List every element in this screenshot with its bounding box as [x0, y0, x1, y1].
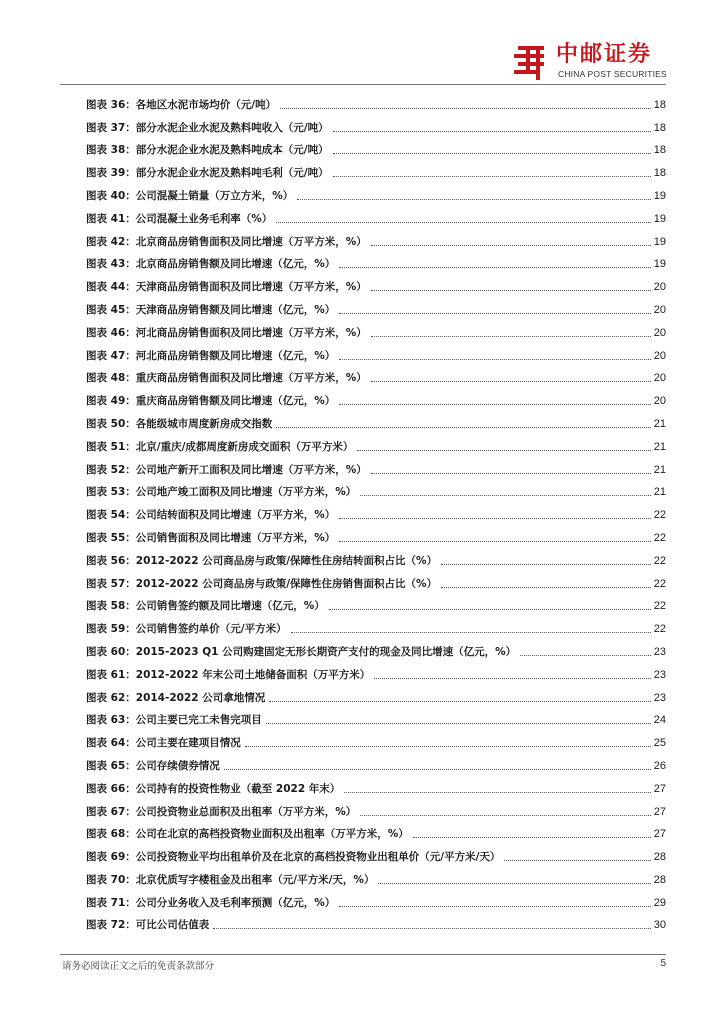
- toc-entry[interactable]: [86, 408, 666, 431]
- toc-entry[interactable]: [86, 477, 666, 500]
- toc-entry-page: 21: [653, 417, 666, 430]
- toc-dot-leader: [224, 769, 651, 770]
- toc-entry-title: 图表 44：天津商品房销售面积及同比增速（万平方米，%）: [86, 281, 367, 294]
- toc-dot-leader: [520, 655, 651, 656]
- toc-dot-leader: [269, 701, 651, 702]
- toc-dot-leader: [378, 883, 650, 884]
- toc-dot-leader: [339, 541, 650, 542]
- toc-entry-title: 图表 36：各地区水泥市场均价（元/吨）: [86, 98, 277, 111]
- toc-entry-page: 20: [653, 326, 666, 339]
- disclaimer-note: 请务必阅读正文之后的免责条款部分: [62, 961, 215, 972]
- toc-entry-title: 图表 55：公司销售面积及同比增速（万平方米，%）: [86, 531, 336, 544]
- toc-dot-leader: [297, 199, 650, 200]
- toc-entry-page: 21: [653, 486, 666, 499]
- toc-dot-leader: [360, 495, 650, 496]
- toc-entry-title: 图表 71：公司分业务收入及毛利率预测（亿元，%）: [86, 896, 336, 909]
- toc-entry[interactable]: [86, 591, 666, 614]
- toc-entry-title: 图表 46：河北商品房销售面积及同比增速（万平方米，%）: [86, 326, 367, 339]
- toc-entry-title: 图表 39：部分水泥企业水泥及熟料吨毛利（元/吨）: [86, 167, 329, 180]
- toc-entry[interactable]: [86, 682, 666, 705]
- toc-dot-leader: [371, 290, 651, 291]
- toc-entry[interactable]: [86, 180, 666, 203]
- page-number: 5: [660, 958, 666, 969]
- toc-dot-leader: [339, 313, 650, 314]
- toc-entry[interactable]: [86, 613, 666, 636]
- toc-entry-page: 25: [653, 737, 666, 750]
- china-post-logo-icon: [512, 42, 552, 82]
- toc-dot-leader: [213, 928, 650, 929]
- toc-dot-leader: [371, 473, 651, 474]
- toc-entry-page: 22: [653, 531, 666, 544]
- toc-entry-page: 27: [653, 828, 666, 841]
- toc-entry[interactable]: [86, 249, 666, 272]
- toc-dot-leader: [339, 404, 650, 405]
- toc-entry-title: 图表 68：公司在北京的高档投资物业面积及出租率（万平方米，%）: [86, 828, 409, 841]
- toc-entry-page: 22: [653, 554, 666, 567]
- company-logo: [512, 42, 672, 82]
- toc-entry-page: 29: [653, 896, 666, 909]
- toc-entry-page: 18: [653, 121, 666, 134]
- toc-dot-leader: [344, 792, 650, 793]
- toc-dot-leader: [441, 564, 651, 565]
- toc-entry-title: 图表 49：重庆商品房销售额及同比增速（亿元，%）: [86, 395, 336, 408]
- toc-entry-page: 20: [653, 303, 666, 316]
- toc-entry-title: 图表 63：公司主要已完工未售完项目: [86, 714, 262, 727]
- toc-dot-leader: [280, 108, 651, 109]
- toc-entry-title: 图表 50：各能级城市周度新房成交指数: [86, 417, 273, 430]
- footer-divider: [60, 954, 666, 955]
- logo-english-name: CHINA POST SECURITIES: [558, 69, 667, 79]
- toc-entry[interactable]: [86, 773, 666, 796]
- toc-dot-leader: [371, 336, 651, 337]
- toc-entry-page: 20: [653, 395, 666, 408]
- toc-entry-title: 图表 60：2015-2023 Q1 公司购建固定无形长期资产支付的现金及同比增速（亿元，%）: [86, 645, 517, 658]
- toc-entry[interactable]: [86, 385, 666, 408]
- logo-chinese-name: 中邮证券: [556, 42, 653, 67]
- toc-entry-title: 图表 57：2012-2022 公司商品房与政策/保障性住房销售面积占比（%）: [86, 577, 438, 590]
- toc-dot-leader: [371, 381, 651, 382]
- toc-entry-page: 21: [653, 440, 666, 453]
- toc-entry-title: 图表 42：北京商品房销售面积及同比增速（万平方米，%）: [86, 235, 367, 248]
- toc-entry-title: 图表 59：公司销售签约单价（元/平方米）: [86, 623, 287, 636]
- toc-entry-title: 图表 53：公司地产竣工面积及同比增速（万平方米，%）: [86, 486, 357, 499]
- toc-entry-page: 23: [653, 691, 666, 704]
- toc-entry[interactable]: [86, 340, 666, 363]
- toc-entry-page: 23: [653, 668, 666, 681]
- toc-entry[interactable]: [86, 545, 666, 568]
- toc-dot-leader: [339, 906, 650, 907]
- toc-entry-title: 图表 70：北京优质写字楼租金及出租率（元/平方米/天，%）: [86, 873, 375, 886]
- toc-dot-leader: [339, 267, 650, 268]
- toc-entry-page: 18: [653, 144, 666, 157]
- toc-entry[interactable]: [86, 431, 666, 454]
- toc-entry-page: 24: [653, 714, 666, 727]
- toc-entry-title: 图表 51：北京/重庆/成都周度新房成交面积（万平方米）: [86, 440, 354, 453]
- toc-dot-leader: [357, 450, 650, 451]
- toc-entry-page: 22: [653, 577, 666, 590]
- toc-dot-leader: [276, 427, 650, 428]
- toc-entry[interactable]: [86, 294, 666, 317]
- toc-dot-leader: [441, 587, 651, 588]
- toc-entry-title: 图表 52：公司地产新开工面积及同比增速（万平方米，%）: [86, 463, 367, 476]
- toc-entry[interactable]: [86, 271, 666, 294]
- toc-entry-title: 图表 72：可比公司估值表: [86, 919, 210, 932]
- toc-entry-title: 图表 41：公司混凝土业务毛利率（%）: [86, 212, 273, 225]
- toc-entry-title: 图表 43：北京商品房销售额及同比增速（亿元，%）: [86, 258, 336, 271]
- toc-entry-page: 27: [653, 782, 666, 795]
- toc-entry-page: 18: [653, 98, 666, 111]
- toc-entry-title: 图表 62：2014-2022 公司拿地情况: [86, 691, 266, 704]
- toc-dot-leader: [329, 609, 651, 610]
- toc-entry-page: 19: [653, 258, 666, 271]
- toc-entry-page: 21: [653, 463, 666, 476]
- toc-entry-title: 图表 47：河北商品房销售额及同比增速（亿元，%）: [86, 349, 336, 362]
- toc-entry-title: 图表 56：2012-2022 公司商品房与政策/保障性住房结转面积占比（%）: [86, 554, 438, 567]
- toc-entry-page: 22: [653, 623, 666, 636]
- toc-entry-page: 20: [653, 372, 666, 385]
- toc-dot-leader: [339, 518, 650, 519]
- toc-entry[interactable]: [86, 727, 666, 750]
- toc-entry[interactable]: [86, 317, 666, 340]
- toc-entry-title: 图表 69：公司投资物业平均出租单价及在北京的高档投资物业出租单价（元/平方米/天）: [86, 851, 501, 864]
- toc-entry-title: 图表 65：公司存续债券情况: [86, 759, 220, 772]
- toc-dot-leader: [266, 723, 651, 724]
- toc-dot-leader: [339, 359, 650, 360]
- toc-entry[interactable]: [86, 796, 666, 819]
- toc-entry-title: 图表 40：公司混凝土销量（万立方米，%）: [86, 189, 294, 202]
- toc-dot-leader: [371, 245, 651, 246]
- toc-entry-page: 20: [653, 349, 666, 362]
- toc-entry-page: 26: [653, 759, 666, 772]
- toc-entry[interactable]: [86, 454, 666, 477]
- toc-entry-title: 图表 64：公司主要在建项目情况: [86, 737, 241, 750]
- toc-entry-page: 20: [653, 281, 666, 294]
- toc-dot-leader: [504, 860, 650, 861]
- toc-dot-leader: [291, 632, 651, 633]
- toc-entry-title: 图表 67：公司投资物业总面积及出租率（万平方米，%）: [86, 805, 357, 818]
- toc-dot-leader: [333, 153, 651, 154]
- toc-entry[interactable]: [86, 636, 666, 659]
- toc-dot-leader: [245, 746, 651, 747]
- toc-entry[interactable]: [86, 819, 666, 842]
- toc-dot-leader: [413, 837, 651, 838]
- figure-list: [86, 89, 666, 932]
- toc-entry-page: 28: [653, 851, 666, 864]
- toc-entry[interactable]: [86, 363, 666, 386]
- toc-entry[interactable]: [86, 705, 666, 728]
- toc-entry[interactable]: [86, 203, 666, 226]
- toc-entry-page: 19: [653, 189, 666, 202]
- header-divider: [60, 84, 666, 85]
- toc-entry-page: 22: [653, 509, 666, 522]
- toc-entry-title: 图表 38：部分水泥企业水泥及熟料吨成本（元/吨）: [86, 144, 329, 157]
- toc-entry[interactable]: [86, 157, 666, 180]
- toc-entry-title: 图表 45：天津商品房销售额及同比增速（亿元，%）: [86, 303, 336, 316]
- toc-entry[interactable]: [86, 864, 666, 887]
- toc-entry[interactable]: [86, 887, 666, 910]
- toc-entry[interactable]: [86, 135, 666, 158]
- toc-entry-title: 图表 54：公司结转面积及同比增速（万平方米，%）: [86, 509, 336, 522]
- toc-entry-page: 30: [653, 919, 666, 932]
- toc-entry[interactable]: [86, 226, 666, 249]
- toc-dot-leader: [374, 678, 651, 679]
- toc-entry-title: 图表 48：重庆商品房销售面积及同比增速（万平方米，%）: [86, 372, 367, 385]
- toc-dot-leader: [276, 222, 650, 223]
- toc-dot-leader: [333, 131, 651, 132]
- toc-entry[interactable]: [86, 89, 666, 112]
- toc-entry-page: 22: [653, 600, 666, 613]
- toc-entry[interactable]: [86, 112, 666, 135]
- toc-entry-title: 图表 37：部分水泥企业水泥及熟料吨收入（元/吨）: [86, 121, 329, 134]
- toc-entry-page: 18: [653, 167, 666, 180]
- toc-entry-title: 图表 58：公司销售签约额及同比增速（亿元，%）: [86, 600, 325, 613]
- toc-entry-page: 19: [653, 235, 666, 248]
- toc-entry-page: 27: [653, 805, 666, 818]
- toc-entry[interactable]: [86, 499, 666, 522]
- toc-dot-leader: [333, 176, 651, 177]
- toc-dot-leader: [360, 815, 650, 816]
- toc-entry[interactable]: [86, 659, 666, 682]
- toc-entry-page: 23: [653, 645, 666, 658]
- toc-entry-title: 图表 66：公司持有的投资性物业（截至 2022 年末）: [86, 782, 341, 795]
- toc-entry[interactable]: [86, 750, 666, 773]
- toc-entry[interactable]: [86, 522, 666, 545]
- toc-entry[interactable]: [86, 568, 666, 591]
- toc-entry-page: 28: [653, 873, 666, 886]
- toc-entry[interactable]: [86, 841, 666, 864]
- toc-entry[interactable]: [86, 910, 666, 933]
- toc-entry-title: 图表 61：2012-2022 年末公司土地储备面积（万平方米）: [86, 668, 371, 681]
- toc-entry-page: 19: [653, 212, 666, 225]
